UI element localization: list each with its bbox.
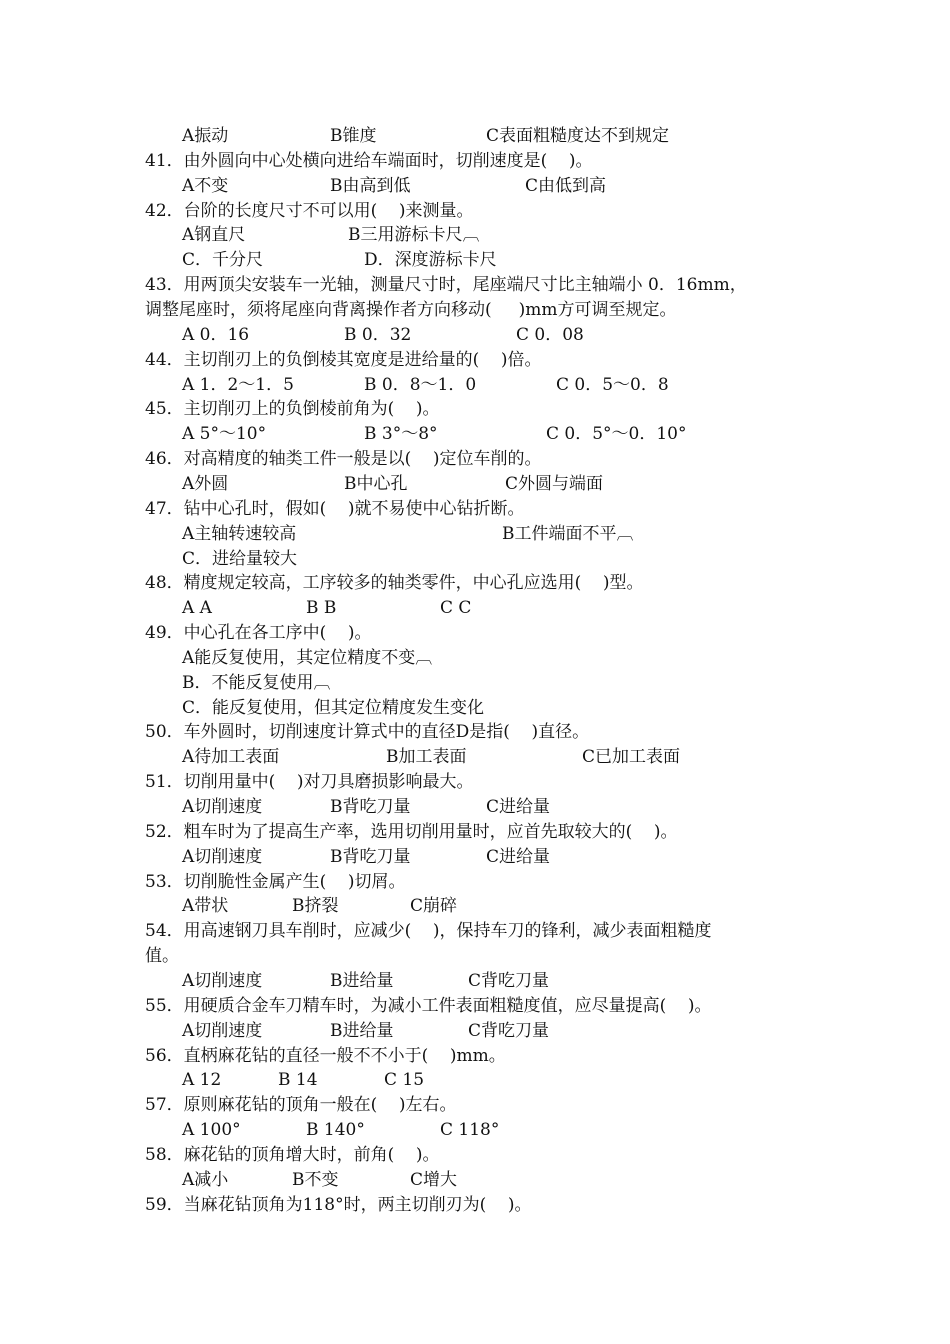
question-line: 58．麻花钻的顶角增大时，前角( )。 (145, 1144, 440, 1165)
question-line: 59．当麻花钻顶角为118°时，两主切削刃为( )。 (145, 1194, 532, 1215)
question-line: 51．切削用量中( )对刀具磨损影响最大。 (145, 772, 474, 793)
answer-option: C 15 (384, 1070, 425, 1091)
answer-option: D．深度游标卡尺 (364, 250, 497, 271)
option-row (0, 745, 950, 769)
answer-option: A振动 (182, 126, 229, 146)
question-line: 值。 (145, 946, 179, 967)
answer-option: B 0．32 (344, 324, 412, 345)
answer-option: C外圆与端面 (505, 473, 604, 494)
option-row (0, 124, 950, 148)
answer-option: B由高到低 (330, 175, 411, 196)
answer-option: B背吃刀量 (330, 797, 411, 817)
question-line: 52．粗车时为了提高生产率，选用切削用量时，应首先取较大的( )。 (145, 821, 678, 842)
answer-option: C已加工表面 (582, 747, 681, 768)
option-row (0, 845, 950, 869)
answer-option: C增大 (410, 1169, 458, 1190)
option-row (0, 795, 950, 819)
answer-option: A减小 (182, 1169, 229, 1190)
answer-option: A待加工表面 (182, 747, 280, 768)
answer-option: B挤裂 (292, 896, 339, 917)
option-row (0, 894, 950, 918)
question-line: 45．主切削刃上的负倒棱前角为( )。 (145, 399, 440, 420)
answer-option: A切削速度 (182, 846, 263, 867)
answer-option: C．能反复使用，但其定位精度发生变化 (182, 697, 485, 718)
answer-option: A切削速度 (182, 1020, 263, 1041)
answer-option: C由低到高 (525, 175, 607, 196)
answer-option: C表面粗糙度达不到规定 (486, 126, 670, 146)
answer-option: A不变 (182, 175, 229, 196)
answer-option: C背吃刀量 (468, 1020, 550, 1041)
answer-option: B加工表面 (386, 747, 467, 768)
option-row (0, 422, 950, 446)
answer-option: B 14 (278, 1070, 318, 1091)
answer-option: C．进给量较大 (182, 548, 298, 569)
question-line: 57．原则麻花钻的顶角一般在( )左右。 (145, 1095, 457, 1116)
option-row (0, 547, 950, 571)
question-line: 50．车外圆时，切削速度计算式中的直径D是指( )直径。 (145, 722, 590, 743)
answer-option: C 0．08 (516, 324, 584, 345)
option-row (0, 596, 950, 620)
answer-option: B进给量 (330, 970, 394, 991)
option-row (0, 969, 950, 993)
question-line: 42．台阶的长度尺寸不可以用( )来测量。 (145, 200, 474, 221)
answer-option: A 5°～10° (182, 424, 267, 445)
answer-option: B中心孔 (344, 473, 408, 494)
question-line: 41．由外圆向中心处横向进给车端面时，切削速度是( )。 (145, 150, 593, 171)
answer-option: A 1．2～1．5 (182, 374, 294, 395)
question-line: 44．主切削刃上的负倒棱其宽度是进给量的( )倍。 (145, 349, 542, 370)
answer-option: B工件端面不平︹ (502, 523, 634, 544)
question-line: 43．用两顶尖安装车一光轴，测量尺寸时，尾座端尺寸比主轴端小 0．16mm， (145, 275, 747, 296)
question-line: 46．对高精度的轴类工件一般是以( )定位车削的。 (145, 449, 542, 470)
option-row (0, 1068, 950, 1092)
answer-option: B．不能反复使用︹ (182, 672, 331, 693)
option-row (0, 1118, 950, 1142)
option-row (0, 174, 950, 198)
answer-option: B 140° (306, 1120, 365, 1140)
option-row (0, 323, 950, 347)
answer-option: C．千分尺 (182, 250, 264, 271)
answer-option: C背吃刀量 (468, 970, 550, 991)
answer-option: A A (182, 598, 212, 619)
question-line: 53．切削脆性金属产生( )切屑。 (145, 871, 406, 892)
answer-option: B锥度 (330, 126, 377, 146)
option-row (0, 646, 950, 670)
answer-option: A钢直尺 (182, 225, 246, 246)
answer-option: A外圆 (182, 473, 229, 494)
answer-option: B进给量 (330, 1020, 394, 1041)
answer-option: A 12 (182, 1070, 222, 1091)
answer-option: B 0．8～1．0 (364, 374, 477, 395)
answer-option: C进给量 (486, 846, 551, 867)
option-row (0, 1168, 950, 1192)
answer-option: B B (306, 598, 337, 619)
answer-option: C 118° (440, 1120, 500, 1140)
answer-option: A切削速度 (182, 970, 263, 991)
answer-option: B三用游标卡尺︹ (348, 225, 480, 246)
option-row (0, 1019, 950, 1043)
question-line: 47．钻中心孔时，假如( )就不易使中心钻折断。 (145, 498, 525, 519)
question-line: 48．精度规定较高，工序较多的轴类零件，中心孔应选用( )型。 (145, 573, 644, 594)
answer-option: B 3°～8° (364, 424, 438, 445)
question-line: 调整尾座时，须将尾座向背离操作者方向移动( )mm方可调至规定。 (145, 300, 677, 320)
question-line: 54．用高速钢刀具车削时，应减少( )，保持车刀的锋利，减少表面粗糙度 (145, 921, 712, 942)
answer-option: B背吃刀量 (330, 846, 411, 867)
answer-option: A切削速度 (182, 797, 263, 817)
option-row (0, 472, 950, 496)
question-line: 49．中心孔在各工序中( )。 (145, 623, 372, 643)
answer-option: A带状 (182, 896, 229, 917)
option-row (0, 671, 950, 695)
answer-option: B不变 (292, 1169, 339, 1190)
answer-option: A能反复使用，其定位精度不变︹ (182, 647, 433, 668)
option-row (0, 373, 950, 397)
option-row (0, 696, 950, 720)
answer-option: A 0．16 (182, 324, 250, 345)
answer-option: C崩碎 (410, 896, 458, 917)
option-row (0, 248, 950, 272)
answer-option: C 0．5～0．8 (556, 374, 669, 395)
answer-option: C 0．5°～0．10° (546, 424, 687, 445)
option-row (0, 223, 950, 247)
answer-option: A 100° (182, 1120, 241, 1140)
answer-option: C C (440, 598, 472, 619)
question-line: 56．直柄麻花钻的直径一般不不小于( )mm。 (145, 1045, 506, 1066)
answer-option: C进给量 (486, 797, 551, 817)
question-line: 55．用硬质合金车刀精车时，为减小工件表面粗糙度值，应尽量提高( )。 (145, 995, 712, 1016)
option-row (0, 522, 950, 546)
answer-option: A主轴转速较高 (182, 523, 297, 544)
